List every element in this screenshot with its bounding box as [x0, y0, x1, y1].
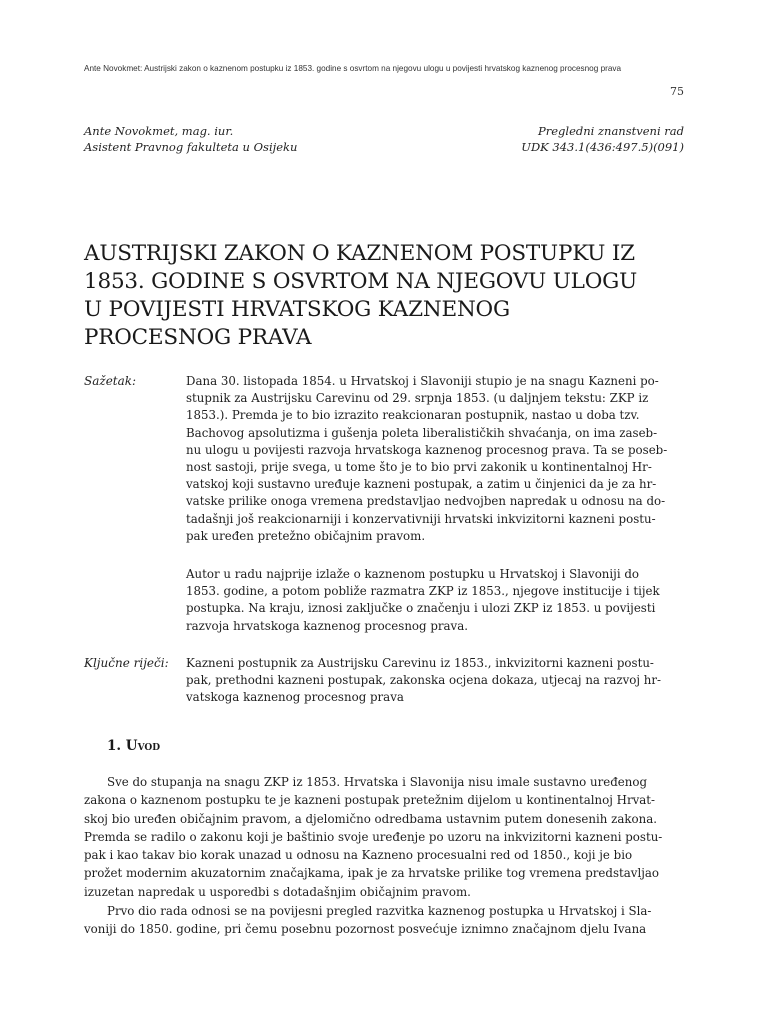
text-line: Premda se radilo o zakonu koji je baštinio svoje uređenje po uzoru na inkvizitorni kazneni postu-	[84, 829, 663, 844]
text-line: pak uređen pretežno običajnim pravom.	[186, 528, 426, 543]
classification-block	[521, 123, 684, 155]
text-line: prožet modernim akuzatornim značajkama, ipak je za hrvatske prilike tog vremena predstavljao	[84, 866, 660, 881]
article-title	[84, 240, 694, 352]
text-line: vatskoga kaznenog procesnog prava	[186, 690, 404, 705]
body-paragraph-2	[84, 902, 684, 939]
text-line: Dana 30. listopada 1854. u Hrvatskoj i Slavoniji stupio je na snagu Kazneni po-	[186, 374, 659, 388]
text-line: vatskoj koji sustavno uređuje kazneni postupak, a zatim u činjenici da je za hr-	[186, 477, 657, 492]
text-line: tadašnji još reakcionarniji i konzervativniji hrvatski inkvizitorni kazneni postu-	[186, 511, 656, 526]
udk-code: UDK 343.1(436:497.5)(091)	[521, 140, 684, 154]
body-paragraph-1	[84, 773, 684, 901]
running-head: Ante Novokmet: Austrijski zakon o kaznenom postupku iz 1853. godine s osvrtom na njegovu ulogu u povijesti hrvatskog kaznenog procesnog prava	[84, 64, 622, 73]
author-name: Ante Novokmet, mag. iur.	[84, 124, 234, 138]
abstract-label: Sažetak:	[84, 374, 137, 388]
text-line: postupka. Na kraju, iznosi zaključke o značenju i ulozi ZKP iz 1853. u povijesti	[186, 601, 656, 616]
text-line: pak i kao takav bio korak unazad u odnosu na Kazneno procesualni red od 1850., koji je bio	[84, 848, 633, 863]
section-number: 1.	[107, 738, 122, 754]
text-line: 1853. godine, a potom pobliže razmatra ZKP iz 1853., njegove institucije i tijek	[186, 584, 660, 599]
text-line: vatske prilike onoga vremena predstavljao nedvojben napredak u odnosu na do-	[186, 494, 666, 509]
page-number: 75	[670, 85, 684, 98]
keywords-text	[186, 655, 684, 707]
section-title: Uvod	[125, 738, 161, 754]
text-line: Autor u radu najprije izlaže o kaznenom postupku u Hrvatskoj i Slavoniji do	[186, 567, 640, 581]
text-line: nu ulogu u povijesti razvoja hrvatskoga kaznenog procesnog prava. Ta se poseb-	[186, 442, 668, 457]
author-block	[84, 123, 297, 155]
author-position: Asistent Pravnog fakulteta u Osijeku	[84, 140, 298, 154]
text-line: izuzetan napredak u usporedbi s dotadašnjim običajnim pravom.	[84, 884, 471, 899]
abstract-paragraph-1	[186, 373, 684, 545]
title-line: PROCESNOG PRAVA	[84, 325, 312, 350]
section-heading	[107, 738, 160, 754]
title-line: 1853. GODINE S OSVRTOM NA NJEGOVU ULOGU	[84, 269, 638, 294]
abstract-paragraph-2	[186, 566, 684, 635]
text-line: razvoja hrvatskoga kaznenog procesnog prava.	[186, 618, 468, 633]
text-line: nost sastoji, prije svega, u tome što je to bio prvi zakonik u kontinentalnoj Hr-	[186, 460, 652, 475]
text-line: Kazneni postupnik za Austrijsku Carevinu iz 1853., inkvizitorni kazneni postu-	[186, 656, 654, 670]
paper-type: Pregledni znanstveni rad	[538, 124, 684, 138]
text-line: Sve do stupanja na snagu ZKP iz 1853. Hrvatska i Slavonija nisu imale sustavno uređenog	[107, 775, 648, 789]
text-line: zakona o kaznenom postupku te je kazneni postupak pretežnim dijelom u kontinentalnoj Hrvat-	[84, 793, 656, 808]
text-line: 1853.). Premda je to bio izrazito reakcionaran postupnik, nastao u doba tzv.	[186, 408, 640, 423]
text-line: pak, prethodni kazneni postupak, zakonska ocjena dokaza, utjecaj na razvoj hr-	[186, 673, 661, 688]
title-line: AUSTRIJSKI ZAKON O KAZNENOM POSTUPKU IZ	[84, 241, 635, 266]
text-line: voniji do 1850. godine, pri čemu posebnu pozornost posvećuje iznimno značajnom djelu Ivana	[84, 922, 647, 937]
text-line: Prvo dio rada odnosi se na povijesni pregled razvitka kaznenog postupka u Hrvatskoj i Sla-	[107, 904, 652, 918]
text-line: stupnik za Austrijsku Carevinu od 29. srpnja 1853. (u daljnjem tekstu: ZKP iz	[186, 391, 649, 406]
keywords-label: Ključne riječi:	[84, 656, 169, 670]
text-line: Bachovog apsolutizma i gušenja poleta liberalističkih shvaćanja, on ima zaseb-	[186, 425, 658, 440]
text-line: skoj bio uređen običajnim pravom, a djelomično odredbama ustavnim putem donesenih zakona.	[84, 811, 658, 826]
title-line: U POVIJESTI HRVATSKOG KAZNENOG	[84, 297, 510, 322]
